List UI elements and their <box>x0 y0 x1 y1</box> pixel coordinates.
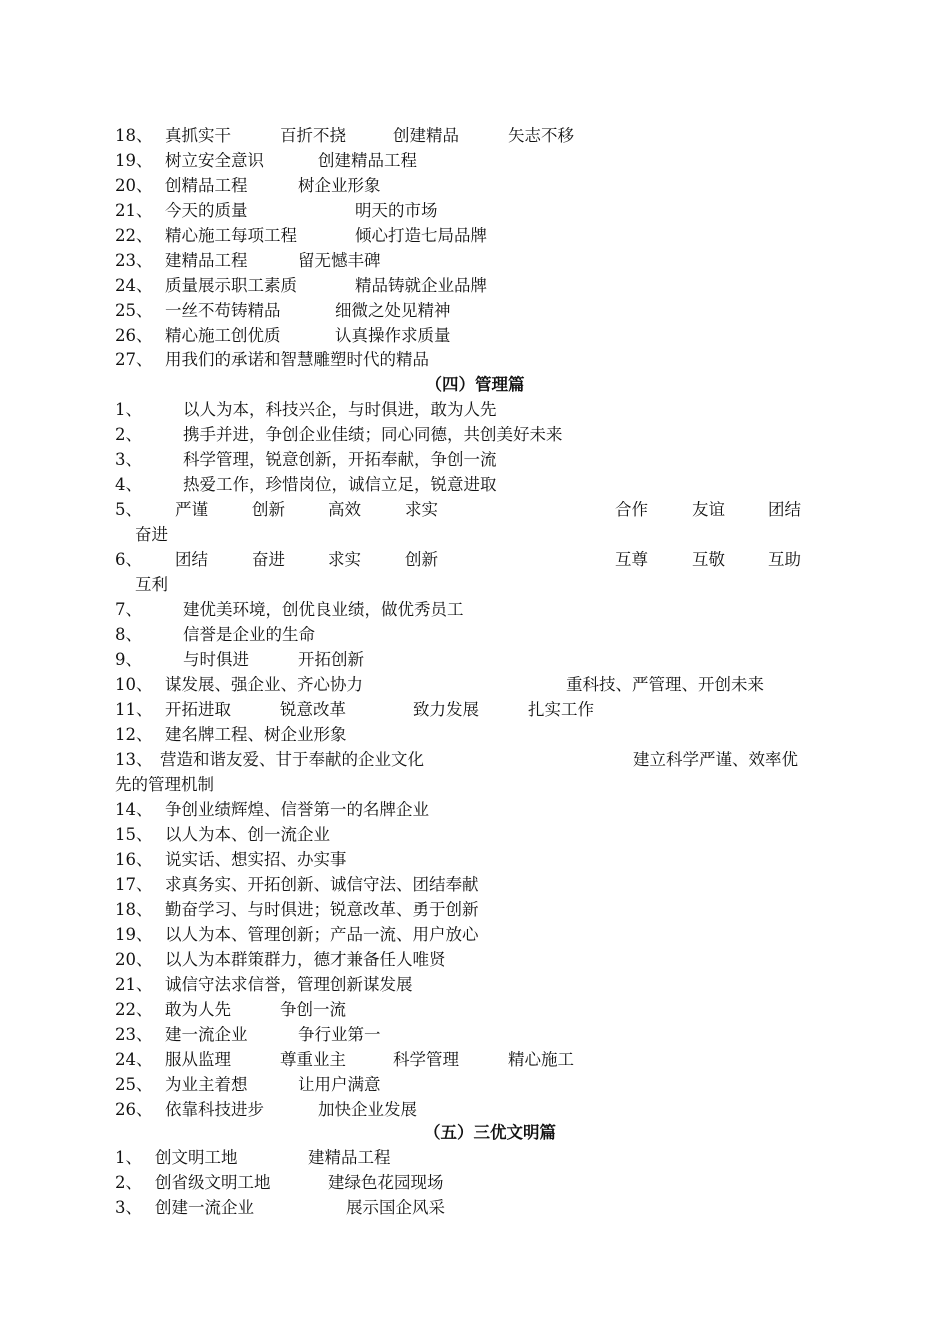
slogan-phrase: 创新 <box>405 550 438 569</box>
item-number: 18、 <box>115 126 153 145</box>
slogan-phrase: 严谨 <box>175 500 208 519</box>
slogan-phrase: 互助 <box>768 550 801 569</box>
slogan-phrase: 团结 <box>768 500 801 519</box>
slogan-phrase: 建精品工程 <box>308 1148 391 1167</box>
slogan-phrase: 开拓创新 <box>298 650 364 669</box>
slogan-phrase: 加快企业发展 <box>318 1100 417 1119</box>
item-number: 24、 <box>115 1050 153 1069</box>
slogan-phrase: 创精品工程 <box>165 176 248 195</box>
item-number: 19、 <box>115 151 153 170</box>
item-number: 6、 <box>115 550 142 569</box>
item-number: 13、 <box>115 750 153 769</box>
slogan-phrase: 奋进 <box>252 550 285 569</box>
slogan-phrase: 创建精品工程 <box>318 151 417 170</box>
slogan-phrase: 尊重业主 <box>280 1050 346 1069</box>
item-number: 2、 <box>115 1173 142 1192</box>
slogan-phrase: 争创业绩辉煌、信誉第一的名牌企业 <box>165 800 429 819</box>
slogan-phrase: 服从监理 <box>165 1050 231 1069</box>
slogan-phrase: 建一流企业 <box>165 1025 248 1044</box>
slogan-phrase: 互敬 <box>692 550 725 569</box>
slogan-phrase: 营造和谐友爱、甘于奉献的企业文化 <box>160 750 424 769</box>
item-number: 15、 <box>115 825 153 844</box>
item-number: 8、 <box>115 625 142 644</box>
item-number: 25、 <box>115 301 153 320</box>
item-number: 27、 <box>115 350 153 369</box>
slogan-phrase: 倾心打造七局品牌 <box>355 226 487 245</box>
slogan-phrase: 合作 <box>615 500 648 519</box>
slogan-phrase: 让用户满意 <box>298 1075 381 1094</box>
item-number: 22、 <box>115 226 153 245</box>
slogan-phrase: 认真操作求质量 <box>335 326 451 345</box>
slogan-phrase: 高效 <box>328 500 361 519</box>
slogan-phrase: 谋发展、强企业、齐心协力 <box>165 675 363 694</box>
item-number: 26、 <box>115 326 153 345</box>
slogan-phrase: 精品铸就企业品牌 <box>355 276 487 295</box>
item-number: 16、 <box>115 850 153 869</box>
slogan-phrase: 建绿色花园现场 <box>328 1173 444 1192</box>
slogan-phrase-wrap: 奋进 <box>135 525 168 544</box>
slogan-phrase: 扎实工作 <box>528 700 594 719</box>
slogan-phrase: 建优美环境，创优良业绩，做优秀员工 <box>183 600 464 619</box>
slogan-phrase: 树企业形象 <box>298 176 381 195</box>
item-number: 20、 <box>115 176 153 195</box>
slogan-phrase: 展示国企风采 <box>346 1198 445 1217</box>
slogan-phrase: 创文明工地 <box>155 1148 238 1167</box>
item-number: 21、 <box>115 975 153 994</box>
slogan-phrase: 说实话、想实招、办实事 <box>165 850 347 869</box>
slogan-phrase: 信誉是企业的生命 <box>183 625 315 644</box>
item-number: 1、 <box>115 400 142 419</box>
section-heading-management: （四）管理篇 <box>425 375 525 394</box>
slogan-phrase: 明天的市场 <box>355 201 438 220</box>
item-number: 9、 <box>115 650 142 669</box>
slogan-phrase: 团结 <box>175 550 208 569</box>
slogan-phrase: 敢为人先 <box>165 1000 231 1019</box>
slogan-phrase: 以人为本、管理创新；产品一流、用户放心 <box>165 925 479 944</box>
slogan-phrase: 建名牌工程、树企业形象 <box>165 725 347 744</box>
item-number: 12、 <box>115 725 153 744</box>
slogan-phrase: 热爱工作，珍惜岗位，诚信立足，锐意进取 <box>183 475 497 494</box>
item-number: 7、 <box>115 600 142 619</box>
slogan-phrase: 重科技、严管理、开创未来 <box>566 675 764 694</box>
item-number: 3、 <box>115 1198 142 1217</box>
item-number: 11、 <box>115 700 153 719</box>
item-number: 22、 <box>115 1000 153 1019</box>
slogan-phrase: 精心施工创优质 <box>165 326 281 345</box>
slogan-phrase: 科学管理 <box>393 1050 459 1069</box>
item-number: 26、 <box>115 1100 153 1119</box>
item-number: 14、 <box>115 800 153 819</box>
slogan-phrase: 创建精品 <box>393 126 459 145</box>
slogan-phrase: 科学管理，锐意创新，开拓奉献，争创一流 <box>183 450 497 469</box>
slogan-phrase: 以人为本，科技兴企，与时俱进，敢为人先 <box>183 400 497 419</box>
slogan-phrase: 真抓实干 <box>165 126 231 145</box>
slogan-phrase: 质量展示职工素质 <box>165 276 297 295</box>
section-heading-civilization: （五）三优文明篇 <box>424 1123 556 1142</box>
slogan-phrase-wrap: 先的管理机制 <box>115 775 214 794</box>
slogan-phrase: 求真务实、开拓创新、诚信守法、团结奉献 <box>165 875 479 894</box>
slogan-phrase: 争行业第一 <box>298 1025 381 1044</box>
slogan-phrase: 诚信守法求信誉，管理创新谋发展 <box>165 975 413 994</box>
item-number: 2、 <box>115 425 142 444</box>
item-number: 20、 <box>115 950 153 969</box>
slogan-phrase: 锐意改革 <box>280 700 346 719</box>
item-number: 18、 <box>115 900 153 919</box>
slogan-phrase: 创新 <box>252 500 285 519</box>
item-number: 23、 <box>115 1025 153 1044</box>
item-number: 1、 <box>115 1148 142 1167</box>
slogan-phrase: 树立安全意识 <box>165 151 264 170</box>
item-number: 21、 <box>115 201 153 220</box>
slogan-phrase: 建精品工程 <box>165 251 248 270</box>
slogan-phrase: 依靠科技进步 <box>165 1100 264 1119</box>
slogan-phrase: 建立科学严谨、效率优 <box>633 750 798 769</box>
slogan-phrase: 友谊 <box>692 500 725 519</box>
slogan-phrase: 以人为本、创一流企业 <box>165 825 330 844</box>
item-number: 17、 <box>115 875 153 894</box>
slogan-phrase: 致力发展 <box>413 700 479 719</box>
slogan-phrase: 矢志不移 <box>508 126 574 145</box>
item-number: 23、 <box>115 251 153 270</box>
item-number: 4、 <box>115 475 142 494</box>
item-number: 24、 <box>115 276 153 295</box>
slogan-phrase-wrap: 互利 <box>135 575 168 594</box>
slogan-phrase: 精心施工 <box>508 1050 574 1069</box>
slogan-phrase: 争创一流 <box>280 1000 346 1019</box>
slogan-phrase: 精心施工每项工程 <box>165 226 297 245</box>
slogan-phrase: 今天的质量 <box>165 201 248 220</box>
slogan-phrase: 用我们的承诺和智慧雕塑时代的精品 <box>165 350 429 369</box>
slogan-phrase: 求实 <box>328 550 361 569</box>
item-number: 25、 <box>115 1075 153 1094</box>
slogan-phrase: 创建一流企业 <box>155 1198 254 1217</box>
slogan-phrase: 携手并进，争创企业佳绩；同心同德，共创美好未来 <box>183 425 563 444</box>
item-number: 5、 <box>115 500 142 519</box>
slogan-phrase: 开拓进取 <box>165 700 231 719</box>
slogan-phrase: 细微之处见精神 <box>335 301 451 320</box>
item-number: 10、 <box>115 675 153 694</box>
slogan-phrase: 为业主着想 <box>165 1075 248 1094</box>
slogan-phrase: 百折不挠 <box>280 126 346 145</box>
slogan-phrase: 创省级文明工地 <box>155 1173 271 1192</box>
slogan-phrase: 与时俱进 <box>183 650 249 669</box>
slogan-phrase: 求实 <box>405 500 438 519</box>
slogan-phrase: 互尊 <box>615 550 648 569</box>
slogan-phrase: 以人为本群策群力，德才兼备任人唯贤 <box>165 950 446 969</box>
item-number: 3、 <box>115 450 142 469</box>
slogan-phrase: 勤奋学习、与时俱进；锐意改革、勇于创新 <box>165 900 479 919</box>
slogan-phrase: 留无憾丰碑 <box>298 251 381 270</box>
item-number: 19、 <box>115 925 153 944</box>
slogan-phrase: 一丝不苟铸精品 <box>165 301 281 320</box>
